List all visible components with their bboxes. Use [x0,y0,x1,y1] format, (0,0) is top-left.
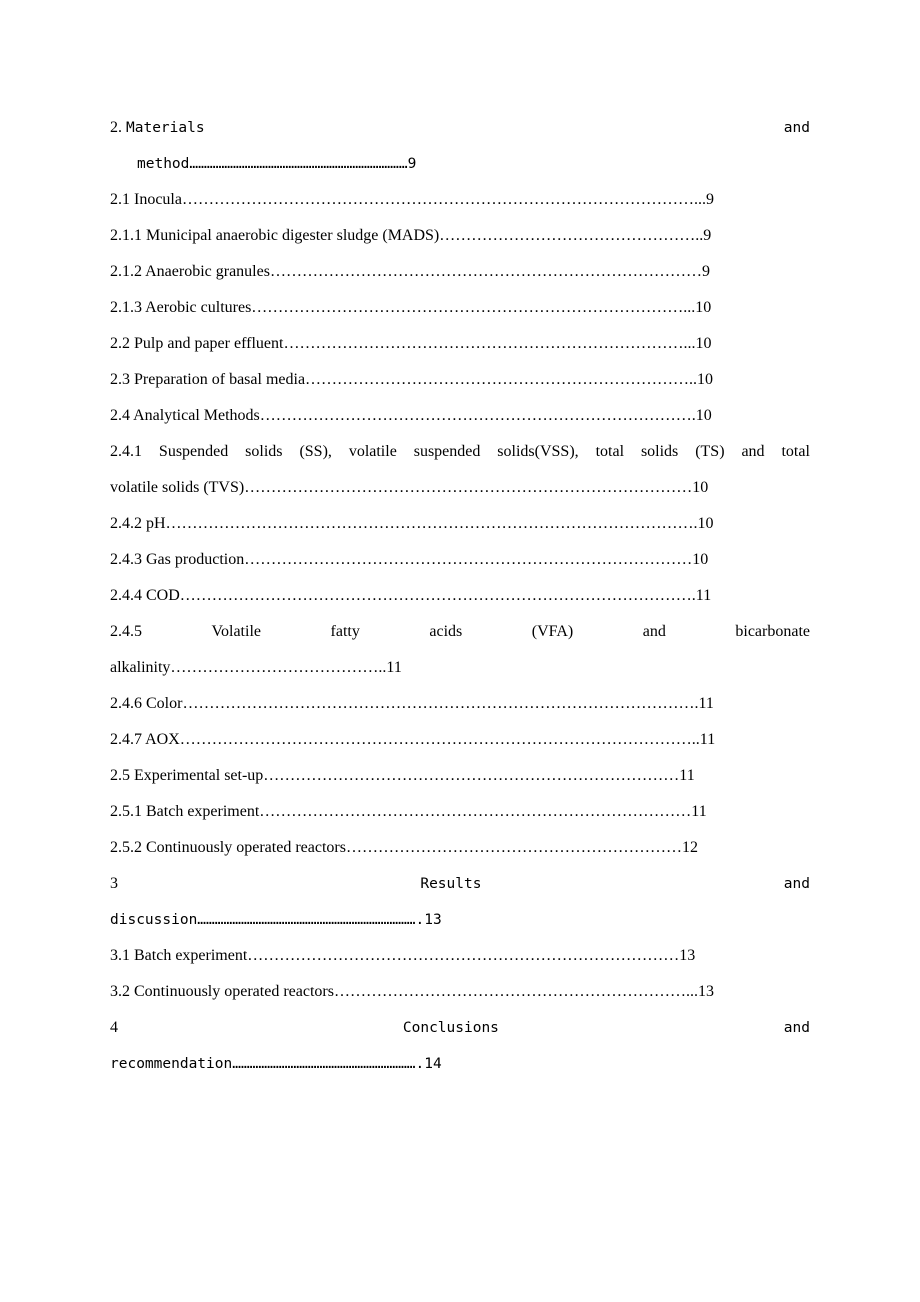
toc-word: and [783,876,810,892]
toc-entry: 2.4.2 pH……………………………………………………………………………………….10 [110,515,714,532]
toc-word: and [741,443,765,460]
toc-word: bicarbonate [735,623,810,640]
toc-entry: 2.2 Pulp and paper effluent…………………………………………………………………...10 [110,335,712,352]
toc-entry: volatile solids (TVS)…………………………………………………………………………10 [110,479,709,496]
toc-entry: alkalinity…………………………………..11 [110,659,402,676]
toc-entry: 2.4 Analytical Methods……………………………………………………………………….10 [110,407,712,424]
toc-word: solids [640,443,679,460]
toc-entry-justified [110,434,810,470]
toc-text: discussion………………………………………………………………….13 [110,912,442,928]
toc-entry: 2.1 Inocula……………………………………………………………………………………...9 [110,191,714,208]
toc-entry: 2.1.2 Anaerobic granules………………………………………………………………………9 [110,263,710,280]
toc-entry: 2.5 Experimental set-up……………………………………………………………………11 [110,767,695,784]
toc-entry-4 [110,1010,810,1046]
toc-word: (VFA) [531,623,574,640]
toc-word: solids [245,443,283,460]
toc-word: fatty [330,623,360,640]
toc-entry: 2.4.3 Gas production…………………………………………………………………………10 [110,551,709,568]
toc-word: Volatile [211,623,261,640]
toc-entry-3 [110,866,810,902]
toc-word: volatile [348,443,397,460]
toc-entry-2-cont [110,146,810,182]
toc-word: and [642,623,666,640]
toc-word: (TS) [695,443,725,460]
toc-entry-3-cont [110,902,810,938]
toc-text: and [783,120,810,136]
toc-text: method…………………………………………………………………9 [137,156,417,172]
toc-word: total [781,443,810,460]
toc-entry-2 [110,110,810,146]
toc-text: recommendation……………………………………………………….14 [110,1056,442,1072]
toc-entry: 2.5.1 Batch experiment………………………………………………………………………11 [110,803,707,820]
toc-entry: 3.2 Continuously operated reactors…………………………………………………………...13 [110,983,714,1000]
toc-entry-4-cont [110,1046,810,1082]
toc-word: 3 [110,875,118,892]
toc-word: 2.4.1 [110,443,142,460]
toc-word: (SS), [299,443,332,460]
toc-entry: 2.4.4 COD…………………………………………………………………………………….11 [110,587,712,604]
toc-entry: 2.4.7 AOX……………………………………………………………………………………..11 [110,731,716,748]
toc-entry: 2.5.2 Continuously operated reactors………………………………………………………12 [110,839,698,856]
toc-word: and [783,1020,810,1036]
toc-entry: 3.1 Batch experiment………………………………………………………………………13 [110,947,696,964]
toc-word: solids(VSS), [497,443,579,460]
toc-entry-justified [110,614,810,650]
toc-word: Results [420,876,482,892]
toc-entry: 2.1.1 Municipal anaerobic digester sludge (MADS)…………………………………………..9 [110,227,712,244]
toc-word: 4 [110,1019,118,1036]
toc-word: total [595,443,625,460]
toc-text: 2. Materials [110,119,205,136]
toc-word: acids [429,623,463,640]
table-of-contents [110,110,810,1082]
toc-word: 2.4.5 [110,623,142,640]
toc-word: suspended [413,443,481,460]
toc-entry: 2.4.6 Color…………………………………………………………………………………….11 [110,695,714,712]
toc-word: Conclusions [402,1020,499,1036]
toc-entry: 2.3 Preparation of basal media………………………………………………………………..10 [110,371,714,388]
toc-word: Suspended [158,443,229,460]
toc-entry: 2.1.3 Aerobic cultures………………………………………………………………………...10 [110,299,712,316]
